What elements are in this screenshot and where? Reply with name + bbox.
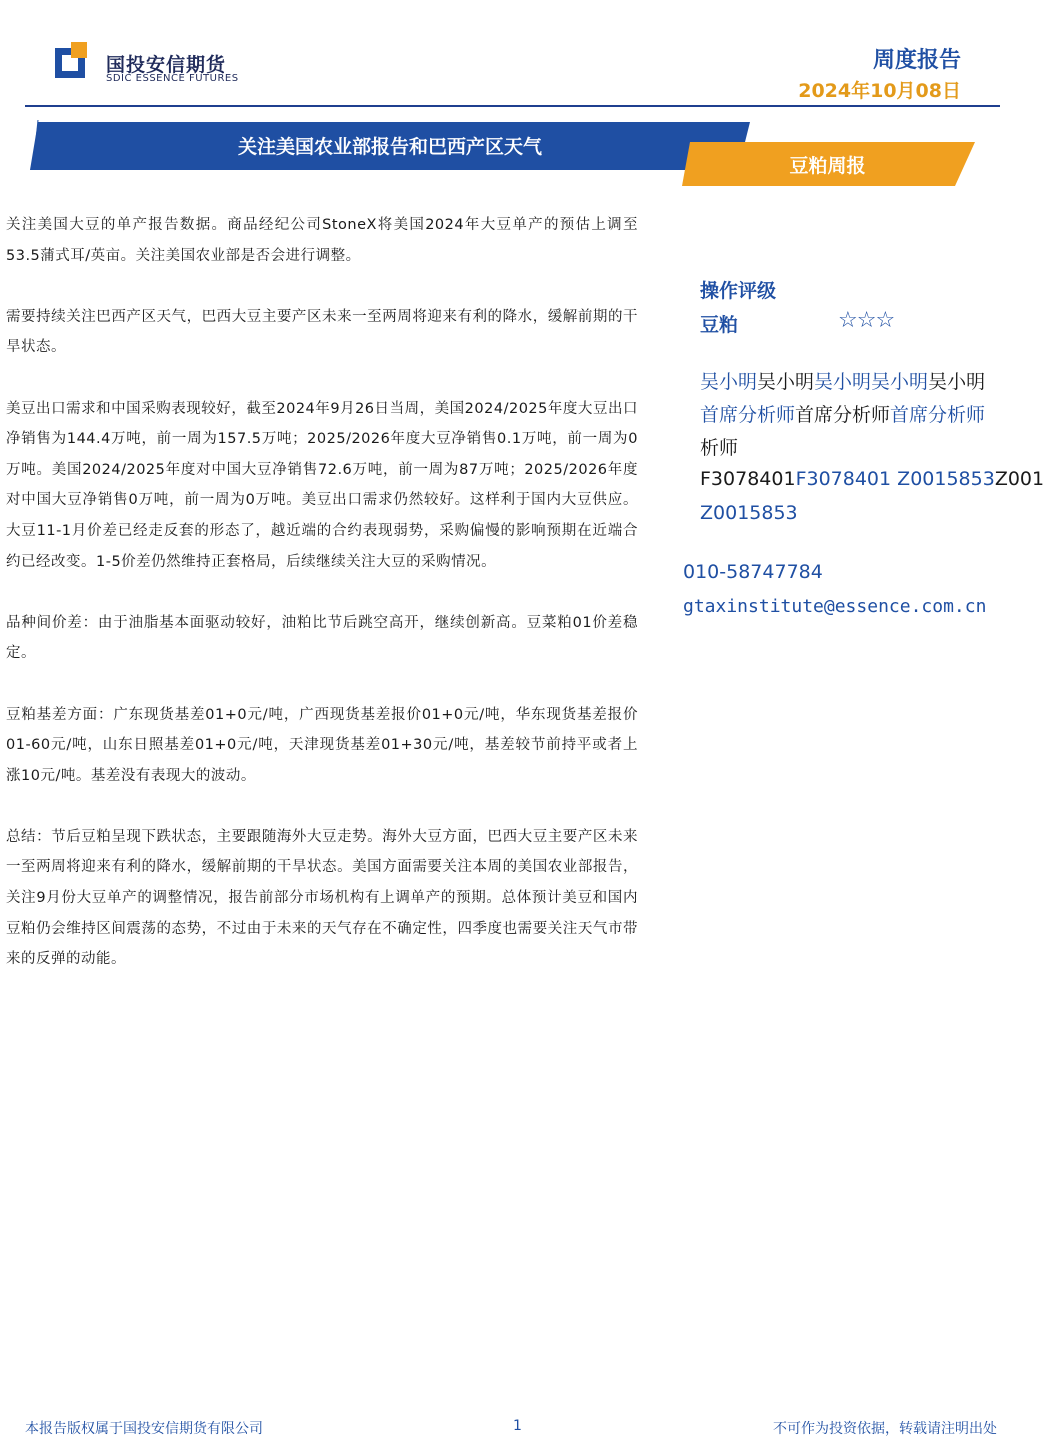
certificate-number: F3078401 [700,468,796,490]
rating-stars-icon: ☆☆☆ [838,308,895,333]
rating-heading: 操作评级 [700,280,777,302]
analyst-name: 吴小明 [871,371,929,393]
certificate-number: Z001 [994,468,1044,490]
rating-product: 豆粕 [700,314,739,336]
certificate-number: Z0015853 [700,502,798,524]
analyst-names [700,367,985,394]
report-category-tag: 豆粕周报 [789,155,866,177]
paragraph-brazil-weather: 需要持续关注巴西产区天气，巴西大豆主要产区未来一至两周将迎来有利的降水，缓解前期的干旱状态。 [6,308,638,356]
paragraph-yield: 关注美国大豆的单产报告数据。商品经纪公司StoneX将美国2024年大豆单产的预估上调至53.5蒲式耳/英亩。关注美国农业部是否会进行调整。 [6,217,638,264]
footer-disclaimer: 不可作为投资依据，转载请注明出处 [773,1421,997,1437]
analyst-title: 首席分析师 [700,404,796,426]
company-logo-icon [55,42,95,82]
report-body [6,210,638,1005]
company-name-en: SDIC ESSENCE FUTURES [106,73,239,84]
analyst-name: 吴小明 [757,371,815,393]
paragraph-spreads: 品种间价差：由于油脂基本面驱动较好，油粕比节后跳空高开，继续创新高。豆菜粕01价差稳定。 [6,614,638,662]
header-divider [25,105,1000,107]
contact-email[interactable]: gtaxinstitute@essence.com.cn [683,596,987,617]
analyst-title-wrap: 析师 [700,437,739,459]
company-name-cn: 国投安信期货 [106,54,227,76]
analyst-titles [700,400,985,427]
footer-copyright: 本报告版权属于国投安信期货有限公司 [25,1421,263,1437]
certificate-number: F3078401 [795,468,892,490]
analyst-title: 首席分析师 [795,404,891,426]
paragraph-summary: 总结：节后豆粕呈现下跌状态，主要跟随海外大豆走势。海外大豆方面，巴西大豆主要产区未来一至两周将迎来有利的降水，缓解前期的干旱状态。美国方面需要关注本周的美国农业部报告，关注9月份大豆单产的调整情况，报告前部分市场机构有上调单产的预期。总体预计美豆和国内豆粕仍会维持区间震荡的态势，不过由于未来的天气存在不确定性，四季度也需要关注天气市带来的反弹的动能。 [6,828,638,968]
analyst-certificates [700,468,1044,490]
analyst-title: 首席分析师 [890,404,986,426]
paragraph-export-sales: 美豆出口需求和中国采购表现较好，截至2024年9月26日当周，美国2024/2025年度大豆出口净销售为144.4万吨，前一周为157.5万吨；2025/2026年度大豆净销售0.1万吨，前一周为0万吨。美国2024/2025年度对中国大豆净销售72.6万吨，前一周为87万吨；2025/2026年度对中国大豆净销售0万吨，前一周为0万吨。美豆出口需求仍然较好。这样利于国内大豆供应。大豆11-1月价差已经走反套的形态了，越近端的合约表现弱势，采购偏慢的影响预期在近端合约已经改变。1-5价差仍然维持正套格局，后续继续关注大豆的采购情况。 [6,400,638,570]
analyst-name: 吴小明 [928,371,986,393]
report-type: 周度报告 [872,48,961,73]
page-number: 1 [513,1418,522,1434]
paragraph-basis: 豆粕基差方面：广东现货基差01+0元/吨，广西现货基差报价01+0元/吨，华东现货基差报价01-60元/吨，山东日照基差01+0元/吨，天津现货基差01+30元/吨，基差较节前持平或者上涨10元/吨。基差没有表现大的波动。 [6,706,638,784]
report-date: 2024年10月08日 [798,80,961,102]
analyst-name: 吴小明 [814,371,872,393]
contact-phone: 010-58747784 [683,561,823,583]
report-title: 关注美国农业部报告和巴西产区天气 [237,136,542,158]
analyst-name: 吴小明 [700,371,758,393]
certificate-number: Z0015853 [897,468,995,490]
